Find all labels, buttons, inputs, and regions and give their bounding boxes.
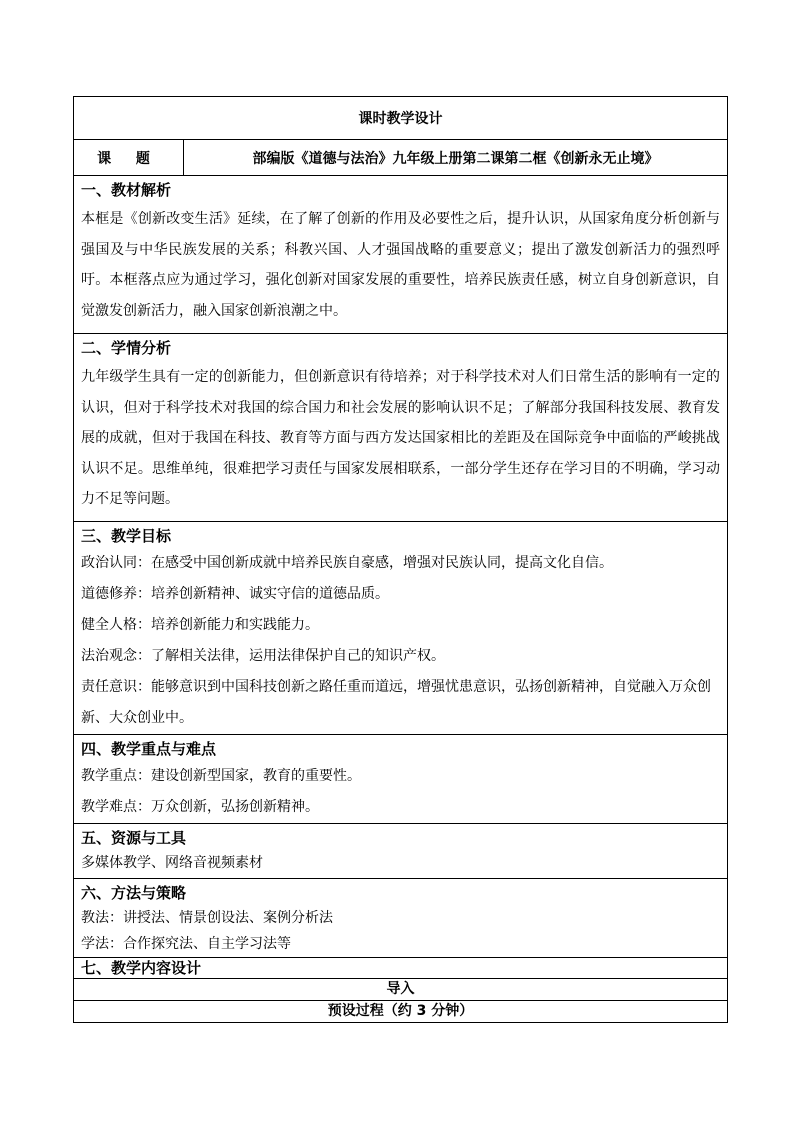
intro-row: 导入	[74, 979, 728, 1001]
method-item: 教法：讲授法、情景创设法、案例分析法	[81, 910, 333, 926]
topic-label: 课 题	[74, 140, 184, 176]
section-teaching-objectives	[74, 522, 728, 735]
section-heading: 一、教材解析	[81, 181, 172, 199]
objective-item: 政治认同：在感受中国创新成就中培养民族自豪感，增强对民族认同，提高文化自信。	[81, 555, 613, 571]
section-heading: 五、资源与工具	[81, 829, 187, 847]
key-point-item: 教学难点：万众创新，弘扬创新精神。	[81, 799, 319, 815]
key-point-item: 教学重点：建设创新型国家，教育的重要性。	[81, 768, 361, 784]
section-heading: 六、方法与策略	[81, 884, 187, 902]
objective-item: 健全人格：培养创新能力和实践能力。	[81, 617, 319, 633]
section-textbook-analysis	[74, 176, 728, 334]
preset-process-row: 预设过程（约 3 分钟）	[74, 1001, 728, 1023]
method-item: 学法：合作探究法、自主学习法等	[81, 936, 291, 952]
section-text: 多媒体教学、网络音视频素材	[81, 855, 263, 871]
page-title: 课时教学设计	[74, 97, 728, 140]
section-methods	[74, 879, 728, 958]
section-text: 本框是《创新改变生活》延续，在了解了创新的作用及必要性之后，提升认识，从国家角度分析创新与强国及与中华民族发展的关系；科教兴国、人才强国战略的重要意义；提出了激发创新活力的强烈呼吁。本框落点应为通过学习，强化创新对国家发展的重要性，培养民族责任感，树立自身创新意识，自觉激发创新活力，融入国家创新浪潮之中。	[81, 211, 720, 319]
section-key-points	[74, 735, 728, 824]
section-learner-analysis	[74, 334, 728, 522]
section-resources	[74, 824, 728, 879]
lesson-plan-table	[73, 96, 728, 1023]
section-heading: 二、学情分析	[81, 339, 172, 357]
section-heading: 七、教学内容设计	[81, 959, 202, 977]
objective-item: 责任意识：能够意识到中国科技创新之路任重而道远，增强忧患意识，弘扬创新精神，自觉融入万众创新、大众创业中。	[81, 679, 711, 726]
objective-item: 道德修养：培养创新精神、诚实守信的道德品质。	[81, 586, 389, 602]
section-content-design	[74, 958, 728, 979]
section-text: 九年级学生具有一定的创新能力，但创新意识有待培养；对于科学技术对人们日常生活的影响有一定的认识，但对于科学技术对我国的综合国力和社会发展的影响认识不足；了解部分我国科技发展、教育发展的成就，但对于我国在科技、教育等方面与西方发达国家相比的差距及在国际竞争中面临的严峻挑战认识不足。思维单纯，很难把学习责任与国家发展相联系，一部分学生还存在学习目的不明确，学习动力不足等问题。	[81, 369, 720, 507]
topic-value: 部编版《道德与法治》九年级上册第二课第二框《创新永无止境》	[184, 140, 728, 176]
section-heading: 四、教学重点与难点	[81, 740, 217, 758]
objective-item: 法治观念：了解相关法律，运用法律保护自己的知识产权。	[81, 648, 445, 664]
section-heading: 三、教学目标	[81, 527, 172, 545]
